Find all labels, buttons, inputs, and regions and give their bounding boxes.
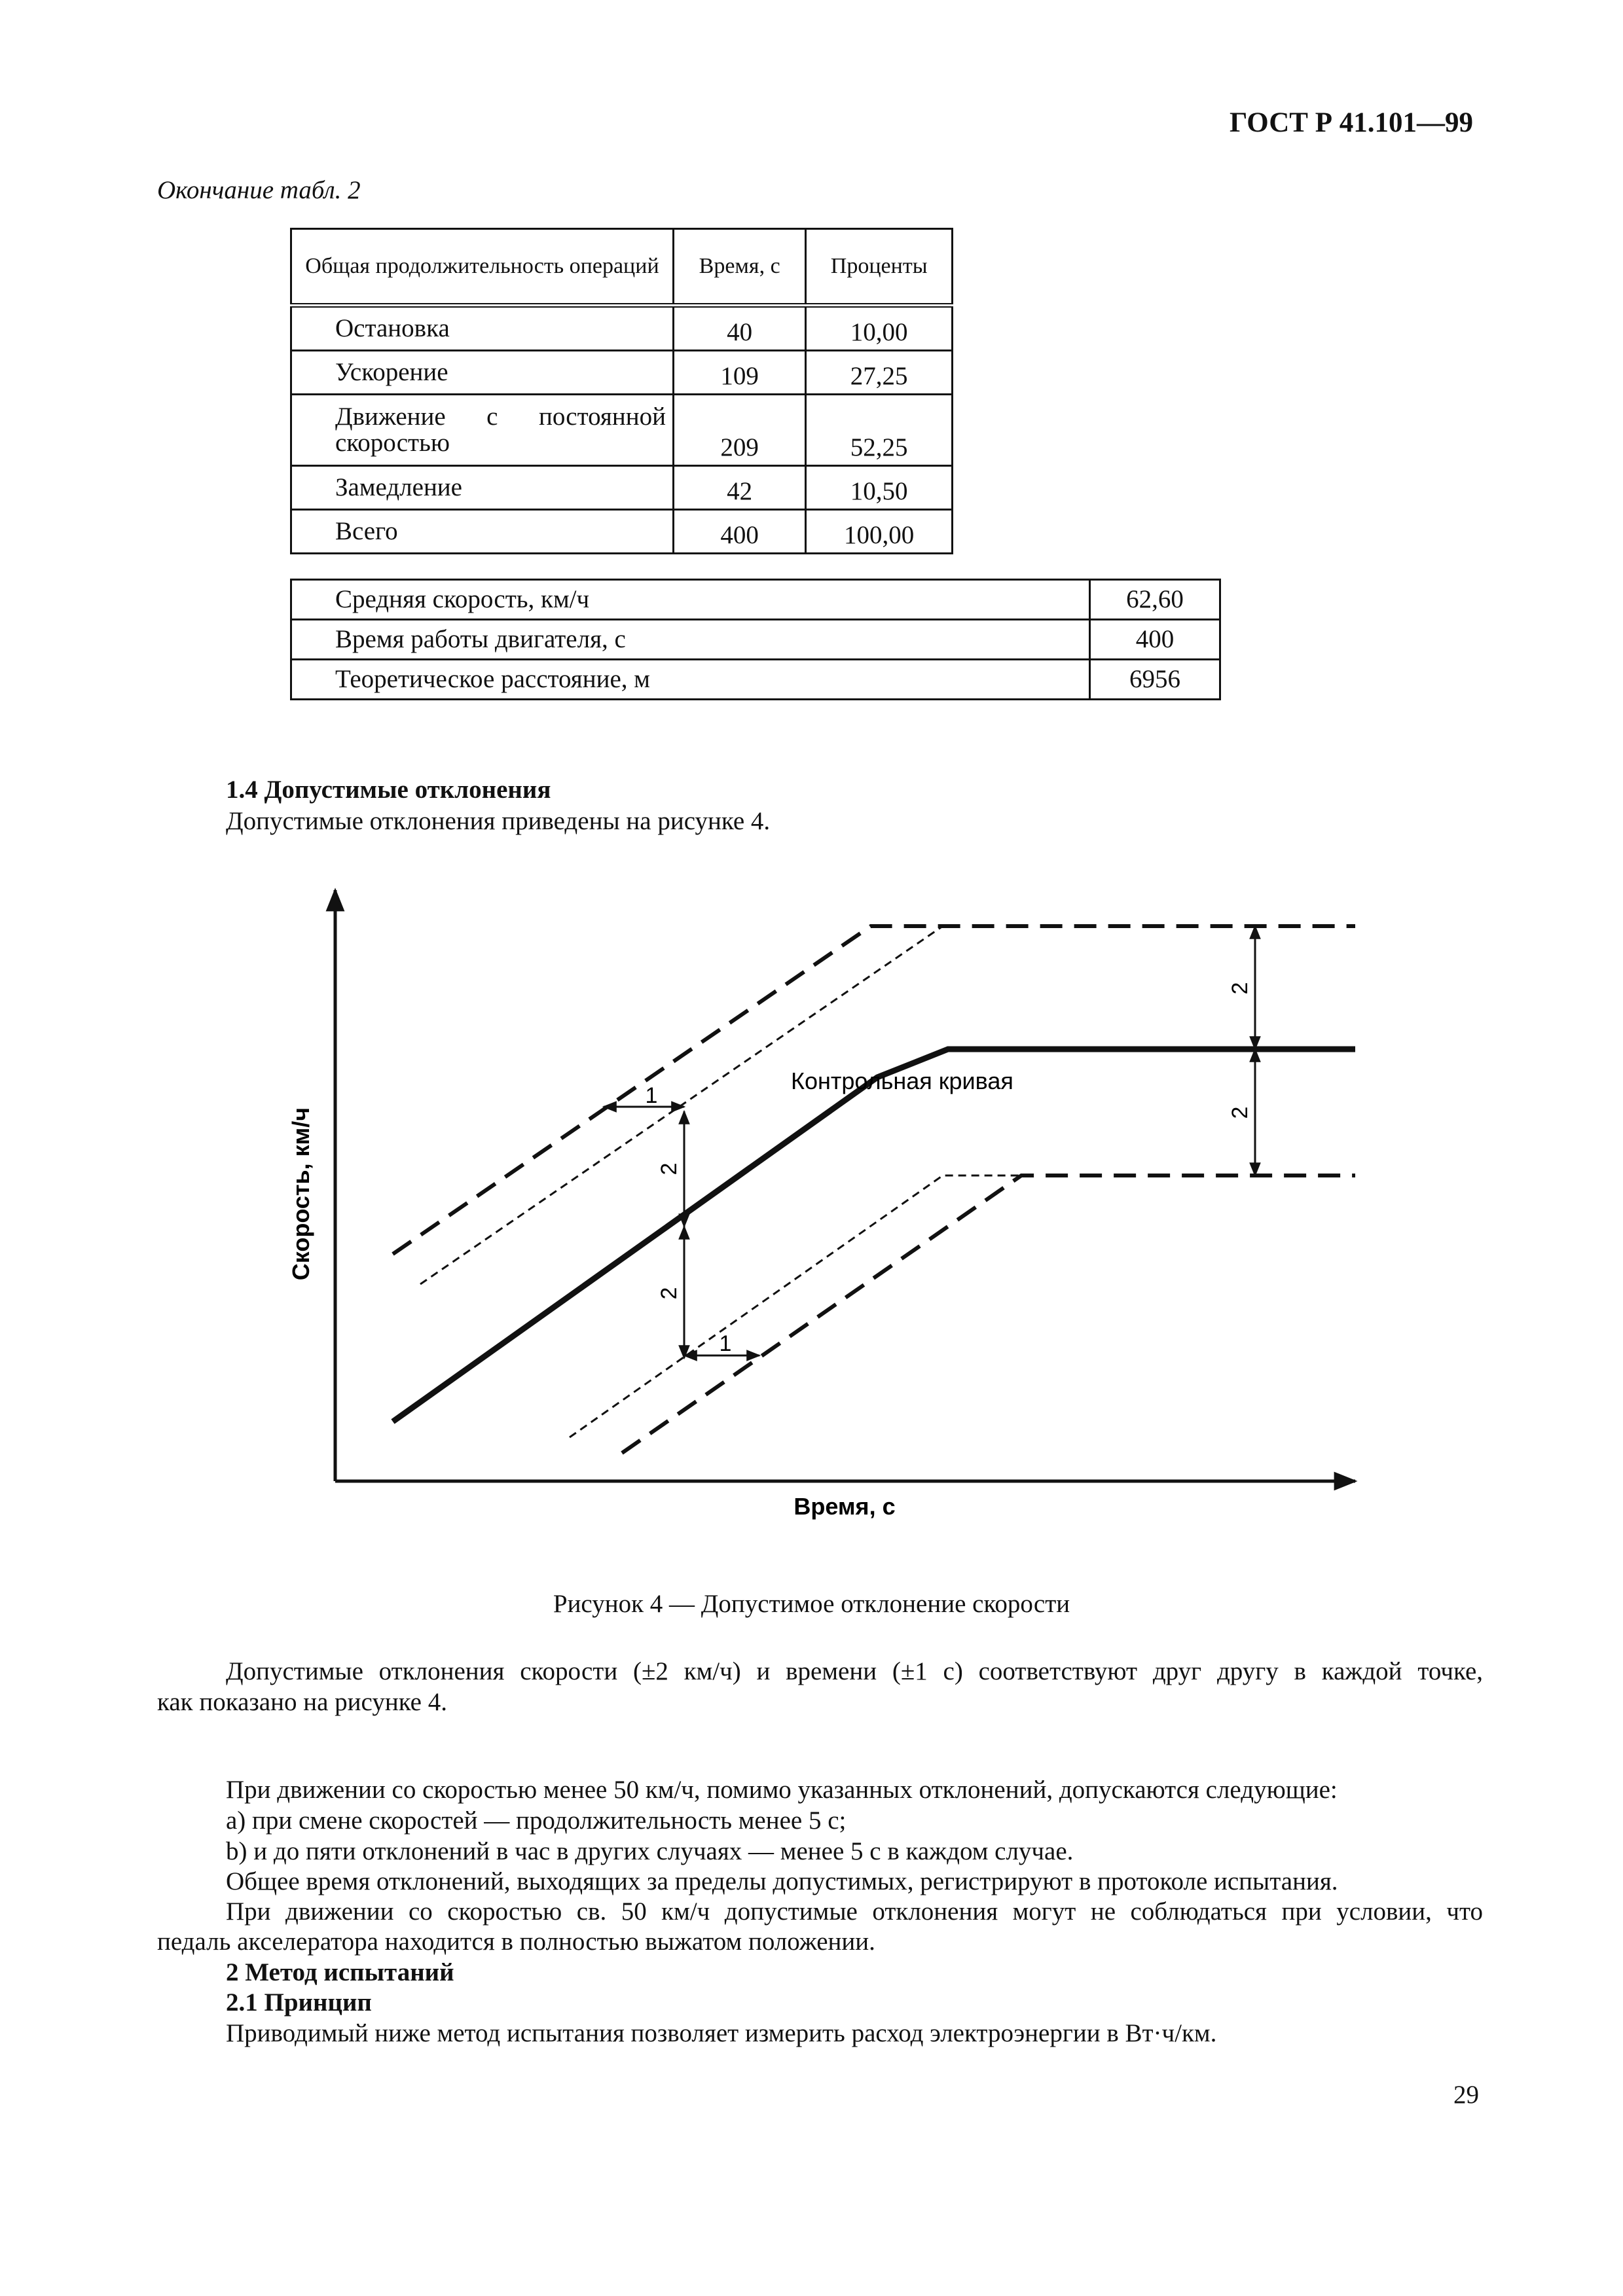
paragraph-line: При движении со скоростью менее 50 км/ч, помимо указанных отклонений, допускаются следующие: [226,1776,1338,1804]
reference-curve [393,1049,1355,1422]
lower-speed-tolerance-line [622,1175,1355,1453]
table-cell: 52,25 [806,395,953,466]
table-cell: 42 [673,466,805,510]
column-header: Время, с [673,229,805,306]
table-cell: 10,50 [806,466,953,510]
figure-caption: Рисунок 4 — Допустимое отклонение скорости [553,1590,1070,1618]
table-cell: Движение с постоянной скоростью [291,395,674,466]
speed-tolerance-label: 2 [657,1162,682,1175]
table-cell: 100,00 [806,510,953,554]
speed-tolerance-label: 2 [1228,982,1252,995]
table-cell: 400 [673,510,805,554]
column-header: Общая продолжительность операций [291,229,674,306]
paragraph-line: Допустимые отклонения скорости (±2 км/ч) и времени (±1 с) соответствуют друг другу в каждой точке, [226,1657,1483,1685]
paragraph-line: При движении со скоростью св. 50 км/ч допустимые отклонения могут не соблюдаться при условии, что [226,1897,1483,1926]
table-cell: 109 [673,351,805,395]
table-cell: 6956 [1090,660,1220,700]
lower-time-tolerance-line [570,1175,1021,1437]
paragraph-line: Общее время отклонений, выходящих за пределы допустимых, регистрируют в протоколе испытания. [226,1867,1338,1895]
table-cell: 27,25 [806,351,953,395]
page-number: 29 [1453,2081,1479,2109]
y-axis-label: Скорость, км/ч [287,1107,314,1281]
table-cell: 10,00 [806,306,953,351]
paragraph-line: как показано на рисунке 4. [157,1688,447,1716]
reference-curve-label: Контрольная кривая [791,1067,1013,1094]
x-axis-label: Время, с [793,1493,896,1520]
table-cell: Остановка [291,306,674,351]
section-heading: 1.4 Допустимые отклонения [226,776,551,804]
table-cell: 40 [673,306,805,351]
table-cell: 400 [1090,620,1220,660]
paragraph-line: педаль акселератора находится в полностью выжатом положении. [157,1928,875,1956]
table-cell: Средняя скорость, км/ч [291,580,1090,620]
speed-tolerance-label: 2 [657,1287,682,1300]
section-heading: 2 Метод испытаний [226,1958,454,1986]
speed-tolerance-label: 2 [1228,1106,1252,1119]
section-text: Допустимые отклонения приведены на рисунке 4. [226,807,771,835]
section-heading: 2.1 Принцип [226,1988,372,2017]
time-tolerance-label: 1 [645,1083,658,1108]
table-cell: Ускорение [291,351,674,395]
standard-designation: ГОСТ Р 41.101—99 [1230,107,1474,138]
column-header: Проценты [806,229,953,306]
table-cell: Теоретическое расстояние, м [291,660,1090,700]
table-cell: Замедление [291,466,674,510]
table-caption: Окончание табл. 2 [157,176,361,204]
table-cell: Время работы двигателя, с [291,620,1090,660]
table-cell: 62,60 [1090,580,1220,620]
list-item: b) и до пяти отклонений в час в других случаях — менее 5 с в каждом случае. [226,1837,1074,1865]
section-text: Приводимый ниже метод испытания позволяет измерить расход электроэнергии в Вт·ч/км. [226,2019,1217,2047]
time-tolerance-label: 1 [719,1331,732,1356]
list-item: а) при смене скоростей — продолжительность менее 5 с; [226,1806,847,1835]
table-cell: Всего [291,510,674,554]
table-cell: 209 [673,395,805,466]
